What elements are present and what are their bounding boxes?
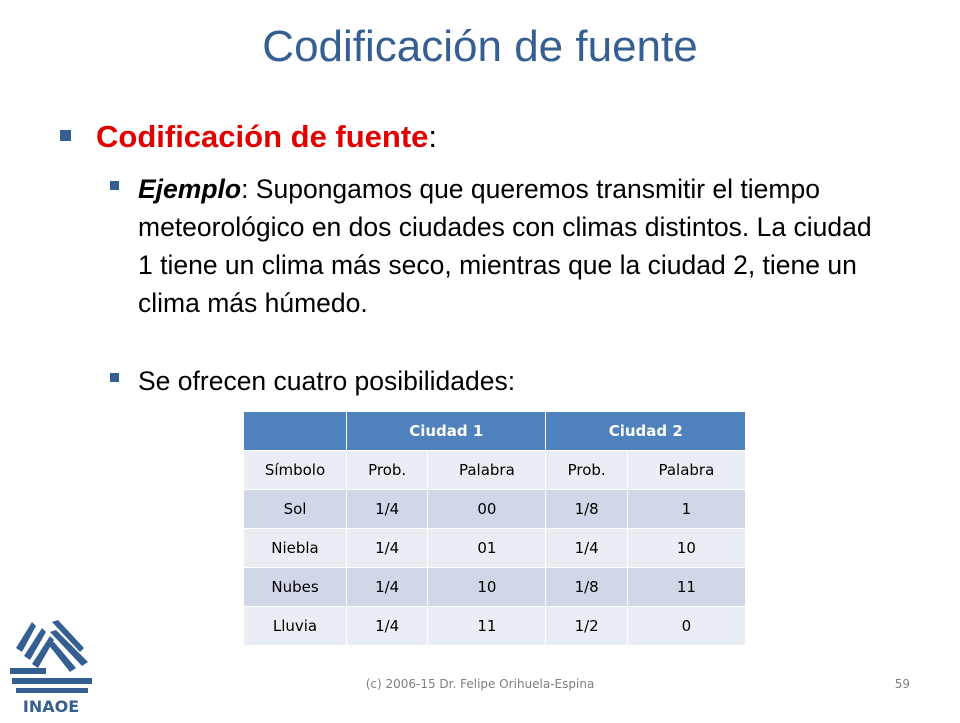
table-cell: 10 — [627, 529, 745, 568]
table-group-header: Ciudad 2 — [546, 412, 746, 451]
table-cell: 1/4 — [347, 529, 428, 568]
square-bullet-icon — [110, 181, 119, 190]
table-cell: 1/8 — [546, 490, 627, 529]
table-cell: 1/4 — [347, 568, 428, 607]
inaoe-logo-icon — [6, 608, 96, 718]
inaoe-logo-text: INAOE — [22, 697, 80, 716]
table-column-header: Palabra — [627, 451, 745, 490]
table-cell: 1/4 — [347, 607, 428, 646]
table-cell: Niebla — [244, 529, 347, 568]
table-corner-cell — [244, 412, 347, 451]
table-row — [244, 568, 746, 607]
table-cell: 1/4 — [347, 490, 428, 529]
bullet-level1-bold: Codificación de fuente — [96, 119, 429, 154]
bullet-options-text: Se ofrecen cuatro posibilidades: — [138, 366, 516, 396]
square-bullet-icon — [60, 130, 71, 141]
bullet-level1-text — [96, 118, 920, 156]
table-cell: 01 — [428, 529, 546, 568]
table-column-header-row — [244, 451, 746, 490]
table-row — [244, 490, 746, 529]
table-cell: Lluvia — [244, 607, 347, 646]
table-row — [244, 607, 746, 646]
footer-credit: (c) 2006-15 Dr. Felipe Orihuela-Espina — [365, 677, 595, 691]
table-cell: 1/2 — [546, 607, 627, 646]
slide-title: Codificación de fuente — [262, 22, 698, 71]
bullet-example-body: : Supongamos que queremos transmitir el tiempo meteorológico en dos ciudades con climas distintos. La ciudad 1 tiene un clima más seco, mientras que la ciudad 2, tiene un clima más húmedo. — [138, 174, 872, 318]
table-cell: 10 — [428, 568, 546, 607]
table-cell: Sol — [244, 490, 347, 529]
table-column-header: Símbolo — [244, 451, 347, 490]
table-column-header: Prob. — [546, 451, 627, 490]
table-group-header-row — [244, 412, 746, 451]
table-column-header: Prob. — [347, 451, 428, 490]
bullet-example — [110, 170, 890, 322]
bullet-example-text — [138, 170, 890, 322]
table-group-header: Ciudad 1 — [347, 412, 546, 451]
table-column-header: Palabra — [428, 451, 546, 490]
table-cell: 1/8 — [546, 568, 627, 607]
table-row — [244, 529, 746, 568]
bullet-level1-colon: : — [428, 119, 438, 154]
table-cell: Nubes — [244, 568, 347, 607]
page-number: 59 — [894, 677, 910, 691]
table-cell: 11 — [627, 568, 745, 607]
square-bullet-icon — [110, 373, 119, 382]
probability-table — [243, 411, 746, 646]
bullet-level1 — [60, 118, 920, 156]
table-cell: 0 — [627, 607, 745, 646]
table-cell: 11 — [428, 607, 546, 646]
table-cell: 1/4 — [546, 529, 627, 568]
inaoe-logo-graphic — [6, 608, 96, 718]
bullet-example-label: Ejemplo — [138, 174, 242, 204]
table-cell: 1 — [627, 490, 745, 529]
bullet-options — [110, 362, 890, 400]
table-cell: 00 — [428, 490, 546, 529]
